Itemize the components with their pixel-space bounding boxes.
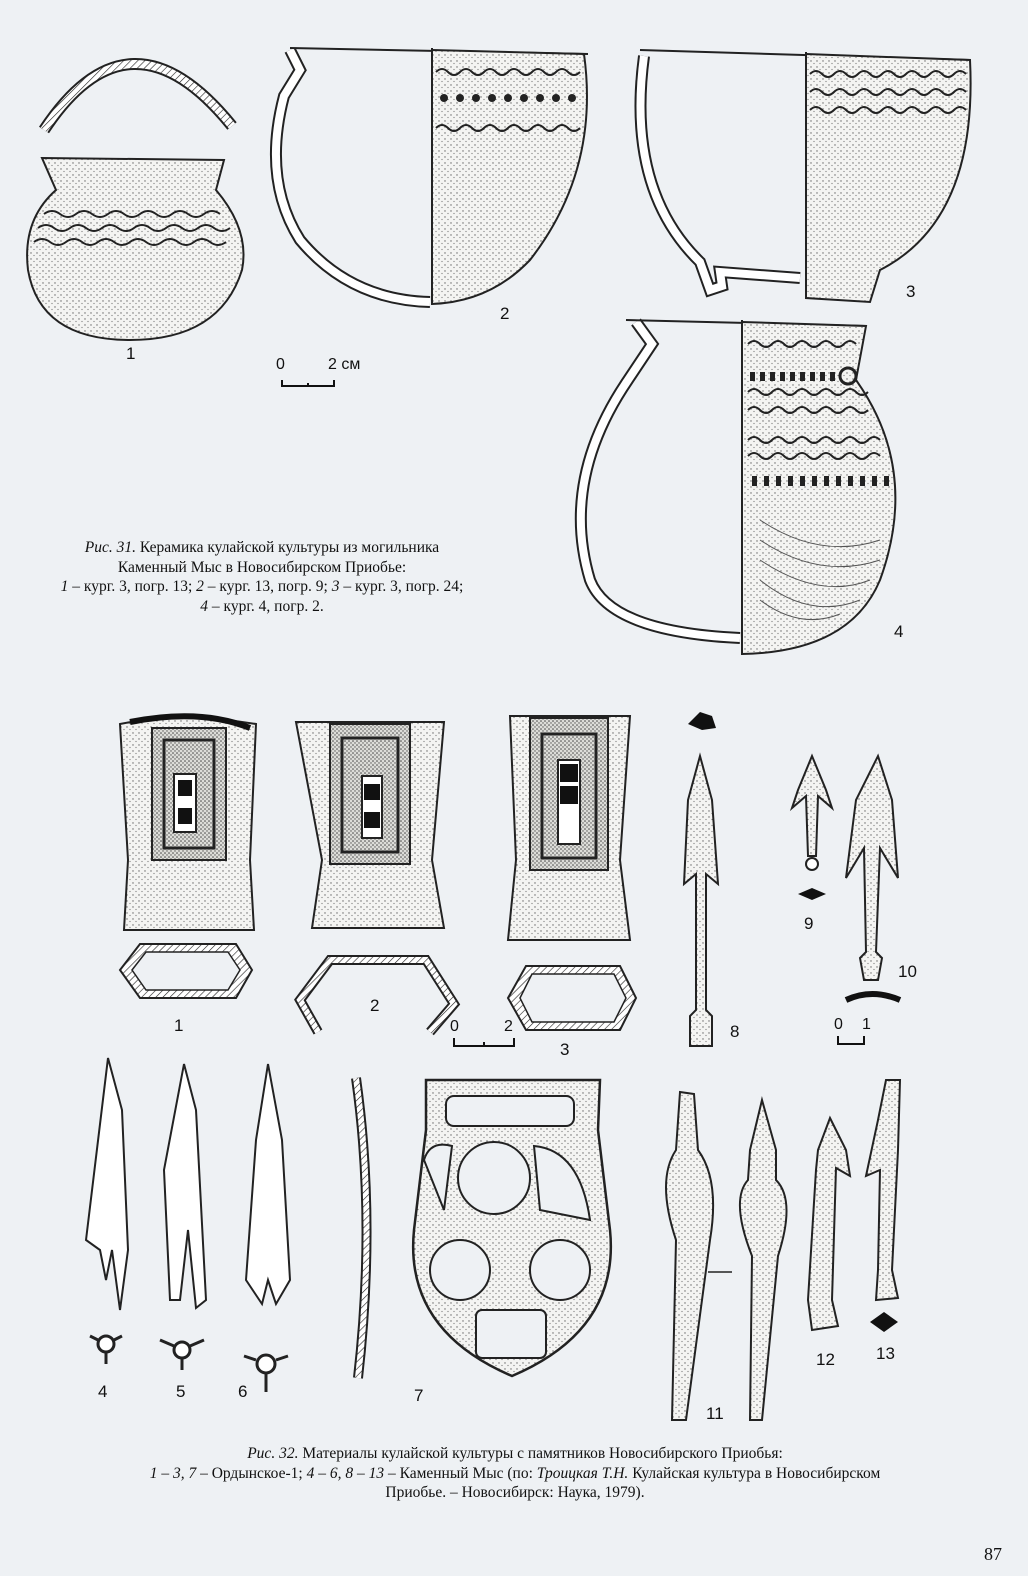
fig32-caption-part: – Ордынское-1; bbox=[196, 1464, 307, 1482]
fig31-scale-value: 2 см bbox=[328, 356, 361, 373]
plaque-3 bbox=[508, 716, 636, 1030]
fig32-label-2: 2 bbox=[370, 996, 380, 1015]
page-number: 87 bbox=[984, 1544, 1002, 1564]
fig32-label-11: 11 bbox=[706, 1404, 724, 1423]
fig32-label-5: 5 bbox=[176, 1382, 186, 1401]
fig31-caption-item-n: 1 bbox=[60, 578, 69, 595]
fig32-caption-title: Материалы кулайской культуры с памятников Новосибирского Приобья: bbox=[298, 1445, 783, 1462]
fig32-caption bbox=[30, 1444, 1000, 1503]
fig32-label-9: 9 bbox=[804, 914, 814, 933]
arrowhead-8 bbox=[684, 712, 718, 1046]
arrowhead-12 bbox=[808, 1118, 850, 1330]
fig32-label-6: 6 bbox=[238, 1382, 248, 1401]
fig31-caption-item-text: – кург. 4, погр. 2. bbox=[208, 597, 324, 615]
fig31-caption-title-1: Керамика кулайской культуры из могильника bbox=[136, 539, 440, 556]
fig31-caption bbox=[12, 538, 512, 616]
fig31-label-3: 3 bbox=[906, 282, 916, 301]
fig31-scale-zero: 0 bbox=[276, 356, 285, 373]
fig32-scale-b-value: 1 bbox=[862, 1016, 871, 1033]
fig32-scale-a-zero: 0 bbox=[450, 1018, 459, 1035]
vessel-1-rim-fragment bbox=[44, 64, 232, 130]
fig32-caption-line3: Приобье. – Новосибирск: Наука, 1979). bbox=[385, 1484, 645, 1501]
fig31-label-1: 1 bbox=[126, 344, 136, 363]
arrowhead-9 bbox=[792, 756, 832, 900]
fig31-caption-label: Рис. 31. bbox=[84, 539, 137, 556]
bone-point-5 bbox=[160, 1064, 206, 1370]
fig31-caption-item-n: 3 bbox=[331, 578, 340, 595]
fig32-label-12: 12 bbox=[816, 1350, 835, 1369]
fig32-scale-a-value: 2 bbox=[504, 1018, 513, 1035]
fig32-caption-part: 4 – 6, 8 – 13 bbox=[306, 1464, 385, 1482]
fig32-scale-bar-a bbox=[454, 1038, 514, 1046]
fig32-label-3: 3 bbox=[560, 1040, 570, 1059]
fig31-scale-bar bbox=[282, 380, 334, 386]
fig32-caption-part: 1 – 3, 7 bbox=[149, 1464, 197, 1482]
fig32-scale-bar-b bbox=[838, 1036, 864, 1044]
fig32-caption-part: Кулайская культура в Новосибирском bbox=[628, 1464, 881, 1482]
fig32-label-13: 13 bbox=[876, 1344, 895, 1363]
fig31-caption-item-text: – кург. 3, погр. 24; bbox=[339, 578, 464, 595]
fig31-label-4: 4 bbox=[894, 622, 904, 641]
fig32-label-4: 4 bbox=[98, 1382, 108, 1401]
arrowhead-13 bbox=[866, 1080, 900, 1332]
plaque-2 bbox=[296, 722, 454, 1032]
fig31-caption-item-text: – кург. 13, погр. 9; bbox=[203, 578, 332, 595]
fig31-caption-item-n: 4 bbox=[200, 597, 209, 615]
fig32-label-8: 8 bbox=[730, 1022, 740, 1041]
vessel-2 bbox=[276, 48, 588, 304]
fig31-caption-item-text: – кург. 3, погр. 13; bbox=[68, 578, 197, 595]
vessel-3 bbox=[640, 50, 971, 302]
fig32-label-10: 10 bbox=[898, 962, 917, 981]
fig31-caption-title-2: Каменный Мыс в Новосибирском Приобье: bbox=[117, 558, 407, 576]
fig32-caption-author: Троицкая Т.Н. bbox=[536, 1464, 629, 1482]
vessel-1-pot bbox=[27, 158, 243, 340]
bone-point-4 bbox=[86, 1058, 128, 1364]
fig31-label-2: 2 bbox=[500, 304, 510, 323]
arrowhead-10 bbox=[846, 756, 900, 1000]
bone-point-6 bbox=[244, 1064, 290, 1392]
fig31-caption-item-n: 2 bbox=[196, 578, 204, 595]
fig32-scale-b-zero: 0 bbox=[834, 1016, 843, 1033]
plaque-1 bbox=[120, 716, 256, 998]
fig32-caption-part: – Каменный Мыс (по: bbox=[384, 1464, 537, 1482]
bone-point-11 bbox=[666, 1092, 787, 1420]
vessel-4 bbox=[581, 320, 896, 654]
fig32-caption-label: Рис. 32. bbox=[247, 1445, 299, 1462]
openwork-plaque-7 bbox=[356, 1078, 611, 1378]
fig32-label-7: 7 bbox=[414, 1386, 424, 1405]
fig32-label-1: 1 bbox=[174, 1016, 184, 1035]
